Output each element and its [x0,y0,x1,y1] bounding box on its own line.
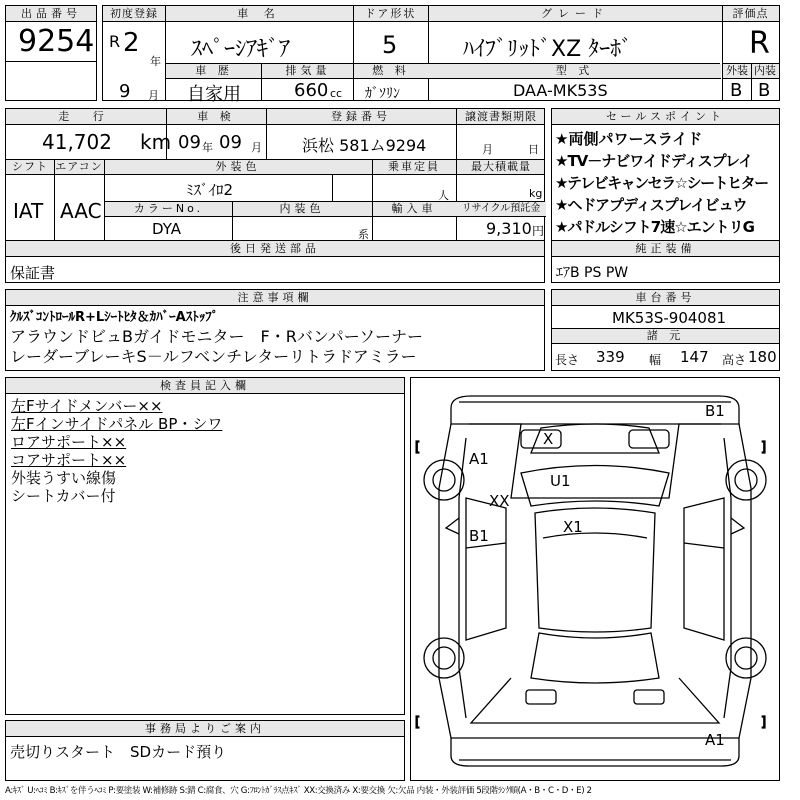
sales-point-item: ★テレビキャンセラ☆シートヒター [555,174,768,192]
lot-number-cell [5,5,97,62]
inspector-note: 外装うすい線傷 [11,469,117,487]
chassis-value: MK53S-904081 [612,309,727,327]
transfer-label: 譲渡書類期限 [465,110,537,123]
length-value: 339 [596,348,625,366]
inspection-label: 車 検 [197,110,235,123]
std-equipment-box [551,240,780,283]
inspection-year: 09 [178,132,201,153]
svg-text:]: ] [761,715,767,730]
inspector-note: シートカバー付 [11,487,116,505]
exterior-label: 外装 [726,64,748,77]
svg-text:[: [ [415,440,421,455]
shift-value: IAT [13,199,44,223]
inspection-month: 09 [219,132,242,153]
ext-color-value: ﾐｽﾞｲﾛ2 [186,181,234,199]
inspector-label: 検査員記入欄 [6,378,404,394]
interior-grade: B [758,80,771,101]
history-value: 自家用 [187,84,241,105]
reg-no-label: 登録番号 [331,110,391,123]
doors-value: 5 [382,31,398,59]
max-load-label: 最大積載量 [471,160,531,173]
inspector-box [5,377,405,715]
mileage-unit: km [140,130,172,154]
legend-text: A:ｷｽﾞ U:ﾍｺﾐ B:ｷｽﾞを伴うﾍｺﾐ P:要塗装 W:補修跡 S:錆 C:腐食、穴 G:ﾌﾛﾝﾄｶﾞﾗｽ点ｷｽﾞ XX:交換済み X:要交換 欠:欠品 内装・外装評価 5段階ﾗﾝｸ順(A・B・C・D・E) 2 [5,786,592,796]
inspector-note: ロアサポート×× [11,433,127,451]
specs-header [6,160,544,175]
displacement-label: 排気量 [285,64,331,77]
inspector-list [11,397,222,505]
svg-text:]: ] [761,440,767,455]
inspection-year-unit: 年 [202,141,213,154]
reg-month: 9 [119,81,131,102]
note-line: レーダーブレーキS－ルフベンチレターリトラドアミラー [10,347,417,366]
chassis-label: 車台番号 [552,290,779,306]
grade-label: グレード [541,7,609,20]
lot-number-label: 出品番号 [6,6,96,22]
color-header [105,202,546,217]
first-reg-label: 初度登録 [110,7,158,20]
ext-color-label: 外装色 [215,160,261,173]
transfer-month-unit: 月 [482,143,493,156]
inspector-note: 左Fサイドメンバー×× [11,397,163,415]
sales-points-box [551,108,780,241]
history-label: 車 歴 [195,64,233,77]
mark-u1: U1 [550,472,571,490]
lot-number-blank [5,61,97,101]
mark-a1-bottom: A1 [705,731,725,749]
mileage-header [6,109,544,125]
note-line: アラウンドビュBガイドモニター F・Rバンパーソーナー [10,327,424,346]
capacity-unit: 人 [438,189,449,202]
mark-a1-left: A1 [469,450,489,468]
mileage-label: 走 行 [58,110,114,123]
sales-points-list [555,128,779,238]
note-line: ｸﾙｽﾞｺﾝﾄﾛｰﾙR+Lｼｰﾄﾋﾀ＆ｶﾊﾞｰAｽﾄｯﾌﾟ [10,310,219,325]
notes-list [10,309,423,367]
svg-text:[: [ [415,715,421,730]
max-load-unit: kg [529,187,543,200]
fuel-label: 燃 料 [372,64,410,77]
aircon-value: AAC [60,199,102,223]
exterior-grade: B [730,80,743,101]
reg-era: R [109,32,121,51]
width-label: 幅 [649,353,662,367]
sales-points-label: セールスポイント [552,109,779,125]
inspector-note: 左Fインサイドパネル BP・シワ [11,415,223,433]
dimensions-label: 諸 元 [552,329,779,344]
grade-value: ﾊｲﾌﾞﾘｯﾄﾞXZ ﾀｰﾎﾞ [463,37,633,62]
height-label: 高さ [722,353,747,367]
int-color-label: 内装色 [279,202,325,215]
sales-point-item: ★ヘドアプディスプレイビュウ [555,196,747,214]
later-parts-box [5,240,545,283]
chassis-box [551,289,780,371]
recycle-label: リサイクル預託金 [461,203,541,214]
shift-label: シフト [12,160,48,173]
reg-year-unit: 年 [150,55,161,68]
office-box [5,720,405,781]
sales-point-item: ★両側パワースライド [555,130,703,148]
inspection-month-unit: 月 [251,141,262,154]
transfer-day-unit: 日 [528,143,539,156]
color-no-value: DYA [152,220,181,238]
lot-number-value: 9254 [18,24,95,59]
sales-point-item: ★TV－ナビワイドディスプレイ [555,152,753,170]
import-label: 輸入車 [391,202,437,215]
mileage-value: 41,702 [42,130,112,154]
inspector-note: コアサポート×× [11,451,127,469]
notes-box [5,289,545,371]
mark-b1-left: B1 [469,527,489,545]
mark-x1: X1 [563,518,583,536]
plate-value: 浜松 581ム9294 [302,136,427,155]
car-outline-diagram [411,378,779,780]
reg-month-unit: 月 [148,89,159,102]
capacity-label: 乗車定員 [388,160,440,173]
color-no-label: カラーNo. [133,202,204,215]
height-value: 180 [748,348,777,366]
mark-b1-top: B1 [705,402,725,420]
std-equipment-value: ｴｱB PS PW [556,265,629,281]
fuel-value: ｶﾞｿﾘﾝ [365,86,400,102]
rating-label: 評価点 [732,7,769,20]
car-diagram [410,377,780,781]
doors-label: ドア形状 [364,7,417,20]
recycle-value: 9,310 [486,219,532,238]
recycle-unit: 円 [532,224,545,238]
car-name-value: ｽﾍﾟｰｼｱｷﾞｱ [191,37,291,62]
length-label: 長さ [555,353,580,367]
header-row-1 [103,6,779,22]
vehicle-info-grid [102,5,780,105]
mark-x-top: X [543,430,554,448]
office-label: 事務局よりご案内 [6,721,404,737]
car-name-label: 車 名 [237,7,281,20]
int-color-unit: 系 [358,228,369,241]
later-parts-label: 後日発送部品 [6,241,544,257]
aircon-label: エアコン [55,160,103,173]
mark-xx: XX [489,492,510,510]
std-equipment-label: 純正装備 [552,241,779,257]
displacement-unit: cc [330,87,343,100]
office-note: 売切りスタート SDカード預り [10,743,227,761]
rating-value: R [749,26,770,61]
sales-point-item: ★パドルシフト7速☆エントリG [555,218,754,236]
mileage-block [5,108,545,241]
model-label: 型 式 [555,64,594,77]
later-parts-value: 保証書 [10,264,56,282]
header-row-2 [166,64,721,79]
reg-year: 2 [123,28,140,58]
notes-label: 注意事項欄 [6,290,544,306]
displacement-value: 660 [294,80,329,101]
width-value: 147 [680,348,709,366]
model-value: DAA-MK53S [513,81,608,100]
interior-label: 内装 [754,64,776,77]
